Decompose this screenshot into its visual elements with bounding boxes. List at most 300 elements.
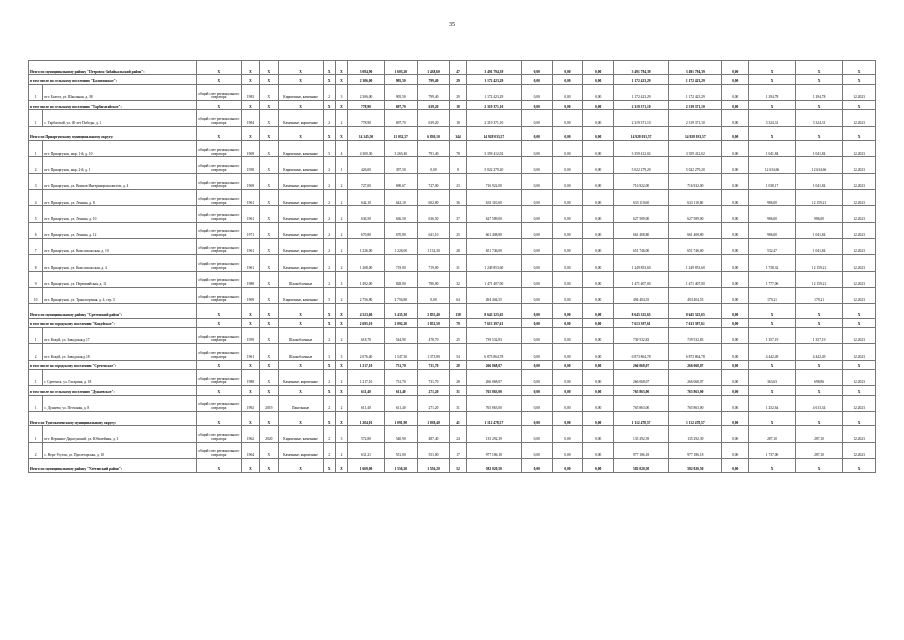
deadline-cell: 12.2023 [843, 206, 876, 222]
owners-funds-cell: 739 532,83 [669, 327, 722, 343]
deadline-cell: 12.2023 [843, 157, 876, 173]
owners-funds-cell: 494 404,55 [669, 287, 722, 303]
table-row [29, 442, 876, 458]
specific-cost-cell: 179,21 [749, 287, 796, 303]
owners-funds-cell: 2 319 371,10 [669, 101, 722, 110]
item-number-cell: 1 [29, 110, 43, 126]
account-method-cell: общий счет регионального оператора [196, 369, 241, 385]
total-area-cell: 1 669,00 [348, 458, 385, 472]
residents-cell: 31 [450, 386, 466, 395]
residents-cell: 41 [450, 411, 466, 425]
max-cost-cell: 4 613,34 [796, 395, 843, 411]
total-cost-cell: 765 863,00 [466, 386, 521, 395]
living-area-cell: 544,90 [384, 327, 417, 343]
floors-cell: 2 [323, 206, 335, 222]
wall-material-cell: Х [278, 458, 323, 472]
wall-material-cell: Кирпичные, каменные [278, 84, 323, 100]
wall-material-cell: Каменные, кирпичные [278, 238, 323, 254]
year-commissioned-cell: Х [260, 157, 278, 173]
total-cost-cell: 6 873 864,78 [466, 344, 521, 360]
other-cost-cell: 0,00 [722, 173, 749, 189]
living-area-cell: 551,00 [384, 442, 417, 458]
local-cost-cell: 0,00 [583, 206, 614, 222]
account-method-cell: Х [196, 61, 241, 75]
owners-funds-cell: 1 471 407,00 [669, 271, 722, 287]
floors-cell: 3 [323, 344, 335, 360]
year-built-cell: 1992 [241, 395, 259, 411]
floors-cell: Х [323, 101, 335, 110]
year-built-cell: 1969 [241, 173, 259, 189]
living-area-cell: 642,10 [384, 190, 417, 206]
total-area-cell: 1 204,01 [348, 411, 385, 425]
wall-material-cell: Каменные, кирпичные [278, 173, 323, 189]
max-cost-cell: 287,10 [796, 426, 843, 442]
total-cost-cell: 582 020,50 [466, 458, 521, 472]
owners-cost-cell: 494 404,55 [614, 287, 669, 303]
max-cost-cell: 1 294,78 [796, 84, 843, 100]
total-area-cell: 2 306,00 [348, 75, 385, 84]
account-method-cell: Х [196, 386, 241, 395]
total-area-cell: 4 300,30 [348, 141, 385, 157]
other-cost-cell: 0,00 [722, 442, 749, 458]
year-built-cell: Х [241, 386, 259, 395]
living-area-cell: 2 756,80 [384, 287, 417, 303]
owners-cost-cell: 2 319 371,10 [614, 110, 669, 126]
total-cost-cell: 661 408,80 [466, 222, 521, 238]
wall-material-cell: Х [278, 75, 323, 84]
owners-funds-cell: 14 928 033,57 [669, 126, 722, 140]
fund-cost-cell: 0,00 [521, 173, 552, 189]
other-cost-cell: 0,00 [722, 190, 749, 206]
account-method-cell: общий счет регионального оператора [196, 442, 241, 458]
other-cost-cell: 0,00 [722, 411, 749, 425]
residents-cell: 78 [450, 141, 466, 157]
year-built-cell: 1962 [241, 426, 259, 442]
total-area-cell: 1 217,10 [348, 369, 385, 385]
deadline-cell: 12.2023 [843, 395, 876, 411]
floors-cell: 5 [323, 287, 335, 303]
page-number: 35 [449, 22, 455, 28]
max-cost-cell: 179,21 [796, 287, 843, 303]
fund-cost-cell: 0,00 [521, 110, 552, 126]
residents-cell: 25 [450, 327, 466, 343]
living-area-cell: 1 091,90 [384, 411, 417, 425]
wall-material-cell: Каменные, кирпичные [278, 442, 323, 458]
total-area-cell: 2 756,80 [348, 287, 385, 303]
max-cost-cell: 1 357,19 [796, 327, 843, 343]
account-method-cell: общий счет регионального оператора [196, 287, 241, 303]
item-number-cell: 10 [29, 287, 43, 303]
total-row [29, 411, 876, 425]
floors-cell: 2 [323, 173, 335, 189]
residents-cell: 23 [450, 173, 466, 189]
deadline-cell: 12.2023 [843, 141, 876, 157]
subtotal-row [29, 318, 876, 327]
residential-area-cell: 0,00 [417, 287, 450, 303]
total-cost-cell: 2 319 371,10 [466, 101, 521, 110]
local-cost-cell: 0,00 [583, 395, 614, 411]
item-number-cell: 6 [29, 222, 43, 238]
account-method-cell: общий счет регионального оператора [196, 110, 241, 126]
year-built-cell: Х [241, 411, 259, 425]
account-method-cell: Х [196, 318, 241, 327]
regional-cost-cell: 0,00 [552, 75, 583, 84]
entrances-cell: 2 [335, 110, 347, 126]
address-cell: с. Дунаево, ул. Песчаная, д. 8 [43, 395, 196, 411]
total-area-cell: 611,40 [348, 386, 385, 395]
max-cost-cell: 1 041,84 [796, 173, 843, 189]
wall-material-cell: Х [278, 386, 323, 395]
floors-cell: 2 [323, 157, 335, 173]
entrances-cell: Х [335, 75, 347, 84]
fund-cost-cell: 0,00 [521, 75, 552, 84]
regional-cost-cell: 0,00 [552, 84, 583, 100]
total-cost-cell: 8 645 325,65 [466, 304, 521, 318]
subtotal-row [29, 386, 876, 395]
table-row [29, 426, 876, 442]
local-cost-cell: 0,00 [583, 84, 614, 100]
wall-material-cell: Шлакоблочные [278, 344, 323, 360]
item-number-cell: 8 [29, 255, 43, 271]
year-built-cell: 1964 [241, 442, 259, 458]
entrances-cell: Х [335, 61, 347, 75]
total-cost-cell: 5 022 279,20 [466, 157, 521, 173]
table-row [29, 190, 876, 206]
owners-funds-cell: 765 863,00 [669, 395, 722, 411]
residential-area-cell: 641,10 [417, 222, 450, 238]
total-row [29, 61, 876, 75]
owners-funds-cell: 2 319 371,10 [669, 110, 722, 126]
fund-cost-cell: 0,00 [521, 101, 552, 110]
account-method-cell: Х [196, 458, 241, 472]
specific-cost-cell: Х [749, 360, 796, 369]
floors-cell: 2 [323, 442, 335, 458]
year-commissioned-cell: Х [260, 360, 278, 369]
address-cell: пгт. Приаргунск, ул. Ленина, д. 12 [43, 222, 196, 238]
fund-cost-cell: 0,00 [521, 369, 552, 385]
deadline-cell: 12.2023 [843, 173, 876, 189]
residents-cell: 25 [450, 222, 466, 238]
living-area-cell: 670,80 [384, 222, 417, 238]
local-cost-cell: 0,00 [583, 344, 614, 360]
residential-area-cell: 636,50 [417, 206, 450, 222]
deadline-cell: Х [843, 75, 876, 84]
year-commissioned-cell: 2020 [260, 426, 278, 442]
residential-area-cell: 1 556,20 [417, 458, 450, 472]
year-commissioned-cell: Х [260, 75, 278, 84]
floors-cell: 2 [323, 395, 335, 411]
wall-material-cell: Х [278, 411, 323, 425]
owners-cost-cell: 765 863,00 [614, 395, 669, 411]
local-cost-cell: 0,00 [583, 458, 614, 472]
floors-cell: Х [323, 304, 335, 318]
regional-cost-cell: 0,00 [552, 442, 583, 458]
residential-area-cell: 478,70 [417, 327, 450, 343]
year-commissioned-cell: Х [260, 190, 278, 206]
year-commissioned-cell: Х [260, 173, 278, 189]
fund-cost-cell: 0,00 [521, 458, 552, 472]
living-area-cell: 697,70 [384, 110, 417, 126]
local-cost-cell: 0,00 [583, 61, 614, 75]
year-commissioned-cell: Х [260, 61, 278, 75]
residents-cell: 28 [450, 238, 466, 254]
max-cost-cell: 12 159,21 [796, 190, 843, 206]
total-cost-cell: 1 249 853,60 [466, 255, 521, 271]
table-row [29, 141, 876, 157]
wall-material-cell: Х [278, 101, 323, 110]
owners-funds-cell: 266 068,07 [669, 360, 722, 369]
other-cost-cell: 0,00 [722, 369, 749, 385]
specific-cost-cell: 287,10 [749, 426, 796, 442]
owners-funds-cell: 651 746,00 [669, 238, 722, 254]
regional-cost-cell: 0,00 [552, 287, 583, 303]
floors-cell: 2 [323, 255, 335, 271]
owners-funds-cell: 6 873 864,78 [669, 344, 722, 360]
owners-funds-cell: 266 068,07 [669, 369, 722, 385]
residential-area-cell: 1 038,40 [417, 411, 450, 425]
account-method-cell: общий счет регионального оператора [196, 426, 241, 442]
entrances-cell: 2 [335, 190, 347, 206]
owners-cost-cell: 1 172 423,29 [614, 84, 669, 100]
fund-cost-cell: 0,00 [521, 426, 552, 442]
wall-material-cell: Х [278, 61, 323, 75]
total-cost-cell: 1 172 423,29 [466, 75, 521, 84]
account-method-cell: общий счет регионального оператора [196, 173, 241, 189]
residential-area-cell: 551,00 [417, 442, 450, 458]
owners-cost-cell: 266 068,07 [614, 369, 669, 385]
row-title: Итого по муниципальному району "Петровск-Забайкальский район": [29, 61, 197, 75]
specific-cost-cell: 3 324,31 [749, 110, 796, 126]
fund-cost-cell: 0,00 [521, 238, 552, 254]
local-cost-cell: 0,00 [583, 386, 614, 395]
max-cost-cell: 287,10 [796, 442, 843, 458]
deadline-cell: 12.2023 [843, 327, 876, 343]
fund-cost-cell: 0,00 [521, 157, 552, 173]
table-row [29, 206, 876, 222]
regional-cost-cell: 0,00 [552, 157, 583, 173]
owners-cost-cell: 633 110,60 [614, 190, 669, 206]
floors-cell: 2 [323, 369, 335, 385]
row-title: в том числе по городскому поселению "Сретенское": [29, 360, 197, 369]
floors-cell: 2 [323, 222, 335, 238]
max-cost-cell: 986,00 [796, 206, 843, 222]
living-area-cell: 719,00 [384, 255, 417, 271]
year-built-cell: 1961 [241, 190, 259, 206]
owners-funds-cell: 716 922,00 [669, 173, 722, 189]
regional-cost-cell: 0,00 [552, 255, 583, 271]
total-cost-cell: 135 292,39 [466, 426, 521, 442]
address-cell: пгт. Приаргунск, ул. Транспортная, д. 4, стр. 5 [43, 287, 196, 303]
year-commissioned-cell: Х [260, 271, 278, 287]
deadline-cell: Х [843, 318, 876, 327]
residents-cell: 28 [450, 369, 466, 385]
entrances-cell: 2 [335, 206, 347, 222]
regional-cost-cell: 0,00 [552, 386, 583, 395]
row-title: Итого по муниципальному району "Улётовский район": [29, 458, 197, 472]
floors-cell: 2 [323, 110, 335, 126]
owners-funds-cell: 1 112 478,57 [669, 411, 722, 425]
owners-cost-cell: 651 746,00 [614, 238, 669, 254]
owners-funds-cell: 3 359 412,02 [669, 141, 722, 157]
total-area-cell: 618,70 [348, 327, 385, 343]
owners-cost-cell: 661 408,80 [614, 222, 669, 238]
floors-cell: Х [323, 360, 335, 369]
wall-material-cell: Каменные, кирпичные [278, 110, 323, 126]
owners-cost-cell: 6 873 864,78 [614, 344, 669, 360]
address-cell: пгт. Кокуй, ул. Заводская,д.17 [43, 327, 196, 343]
specific-cost-cell: 1 777,06 [749, 271, 796, 287]
specific-cost-cell: 1 041,84 [749, 141, 796, 157]
residential-area-cell: 791,40 [417, 141, 450, 157]
fund-cost-cell: 0,00 [521, 206, 552, 222]
wall-material-cell: Кирпичные, каменные [278, 287, 323, 303]
fund-cost-cell: 0,00 [521, 304, 552, 318]
owners-cost-cell: 3 359 412,02 [614, 141, 669, 157]
account-method-cell: общий счет регионального оператора [196, 255, 241, 271]
residential-area-cell: 602,80 [417, 190, 450, 206]
item-number-cell: 1 [29, 84, 43, 100]
fund-cost-cell: 0,00 [521, 61, 552, 75]
address-cell: пгт. Приаргунск, ул. Комсомольская, д. 10 [43, 238, 196, 254]
specific-cost-cell: 1 294,78 [749, 84, 796, 100]
max-cost-cell: Х [796, 304, 843, 318]
deadline-cell: 12.2023 [843, 271, 876, 287]
account-method-cell: общий счет регионального оператора [196, 222, 241, 238]
other-cost-cell: 0,00 [722, 386, 749, 395]
living-area-cell: 611,40 [384, 395, 417, 411]
year-commissioned-cell: Х [260, 206, 278, 222]
max-cost-cell: 1 041,84 [796, 222, 843, 238]
row-title: в том числе по сельскому поселению "Балягинское": [29, 75, 197, 84]
fund-cost-cell: 0,00 [521, 318, 552, 327]
other-cost-cell: 0,00 [722, 157, 749, 173]
living-area-cell: 731,70 [384, 369, 417, 385]
year-commissioned-cell: Х [260, 327, 278, 343]
year-commissioned-cell: Х [260, 344, 278, 360]
residents-cell: 138 [450, 304, 466, 318]
total-area-cell: 727,00 [348, 173, 385, 189]
total-area-cell: 611,40 [348, 395, 385, 411]
owners-funds-cell: 627 589,00 [669, 206, 722, 222]
total-area-cell: 426,00 [348, 157, 385, 173]
owners-cost-cell: 1 249 853,60 [614, 255, 669, 271]
fund-cost-cell: 0,00 [521, 190, 552, 206]
entrances-cell: 3 [335, 271, 347, 287]
living-area-cell: 11 032,57 [384, 126, 417, 140]
entrances-cell: 3 [335, 426, 347, 442]
other-cost-cell: 0,00 [722, 395, 749, 411]
year-built-cell: 1961 [241, 238, 259, 254]
entrances-cell: Х [335, 411, 347, 425]
year-commissioned-cell: Х [260, 255, 278, 271]
residents-cell: 32 [450, 271, 466, 287]
regional-cost-cell: 0,00 [552, 101, 583, 110]
total-area-cell: 3 084,90 [348, 61, 385, 75]
account-method-cell: Х [196, 360, 241, 369]
other-cost-cell: 0,00 [722, 255, 749, 271]
table-row [29, 255, 876, 271]
regional-cost-cell: 0,00 [552, 173, 583, 189]
total-area-cell: 2 076,40 [348, 344, 385, 360]
owners-funds-cell: 1 172 423,29 [669, 75, 722, 84]
residents-cell: 28 [450, 360, 466, 369]
deadline-cell: Х [843, 304, 876, 318]
row-title: Итого по Тунгокоченскому муниципальному округу: [29, 411, 197, 425]
other-cost-cell: 0,00 [722, 75, 749, 84]
table-row [29, 84, 876, 100]
specific-cost-cell: 4 442,49 [749, 344, 796, 360]
regional-cost-cell: 0,00 [552, 238, 583, 254]
owners-funds-cell: 8 645 325,65 [669, 304, 722, 318]
entrances-cell: Х [335, 126, 347, 140]
regional-cost-cell: 0,00 [552, 411, 583, 425]
total-area-cell: 631,21 [348, 442, 385, 458]
deadline-cell: 12.2023 [843, 84, 876, 100]
total-cost-cell: 716 922,00 [466, 173, 521, 189]
address-cell: пгт. Приаргунск, ул. Первомайская, д. 11 [43, 271, 196, 287]
year-built-cell: 1961 [241, 206, 259, 222]
table-row [29, 327, 876, 343]
total-cost-cell: 266 068,07 [466, 360, 521, 369]
floors-cell: Х [323, 75, 335, 84]
fund-cost-cell: 0,00 [521, 255, 552, 271]
max-cost-cell: 12 159,21 [796, 271, 843, 287]
regional-cost-cell: 0,00 [552, 271, 583, 287]
other-cost-cell: 0,00 [722, 327, 749, 343]
table-row [29, 344, 876, 360]
local-cost-cell: 0,00 [583, 327, 614, 343]
residents-cell: 344 [450, 126, 466, 140]
owners-cost-cell: 765 863,00 [614, 386, 669, 395]
specific-cost-cell: 1 738,32 [749, 255, 796, 271]
address-cell: пгт. Балега, ул. Школьная, д. 38 [43, 84, 196, 100]
specific-cost-cell: 1 357,19 [749, 327, 796, 343]
total-area-cell: 14 145,50 [348, 126, 385, 140]
table-row [29, 110, 876, 126]
max-cost-cell: 12 634,66 [796, 157, 843, 173]
specific-cost-cell: 1 252,64 [749, 395, 796, 411]
year-commissioned-cell: Х [260, 84, 278, 100]
total-area-cell: 1 217,10 [348, 360, 385, 369]
living-area-cell: 731,70 [384, 360, 417, 369]
other-cost-cell: 0,00 [722, 222, 749, 238]
address-cell: г. Сретенск, ул. Гагарина, д. 18 [43, 369, 196, 385]
year-built-cell: Х [241, 458, 259, 472]
total-area-cell: 572,80 [348, 426, 385, 442]
floors-cell: 2 [323, 426, 335, 442]
year-built-cell: 1961 [241, 255, 259, 271]
fund-cost-cell: 0,00 [521, 222, 552, 238]
local-cost-cell: 0,00 [583, 287, 614, 303]
owners-cost-cell: 3 491 794,39 [614, 61, 669, 75]
owners-cost-cell: 5 022 279,20 [614, 157, 669, 173]
total-row [29, 126, 876, 140]
owners-funds-cell: 7 613 397,61 [669, 318, 722, 327]
entrances-cell: Х [335, 360, 347, 369]
owners-cost-cell: 8 645 325,65 [614, 304, 669, 318]
year-built-cell: 1958 [241, 157, 259, 173]
specific-cost-cell: Х [749, 101, 796, 110]
residents-cell: 29 [450, 84, 466, 100]
residential-area-cell: 780,00 [417, 271, 450, 287]
living-area-cell: 1 603,20 [384, 61, 417, 75]
address-cell: пгт. Приаргунск, ул. Воинов Интернационалистов, д. 4 [43, 173, 196, 189]
specific-cost-cell: Х [749, 386, 796, 395]
entrances-cell: Х [335, 304, 347, 318]
other-cost-cell: 0,00 [722, 426, 749, 442]
total-row [29, 458, 876, 472]
total-cost-cell: 1 471 407,00 [466, 271, 521, 287]
